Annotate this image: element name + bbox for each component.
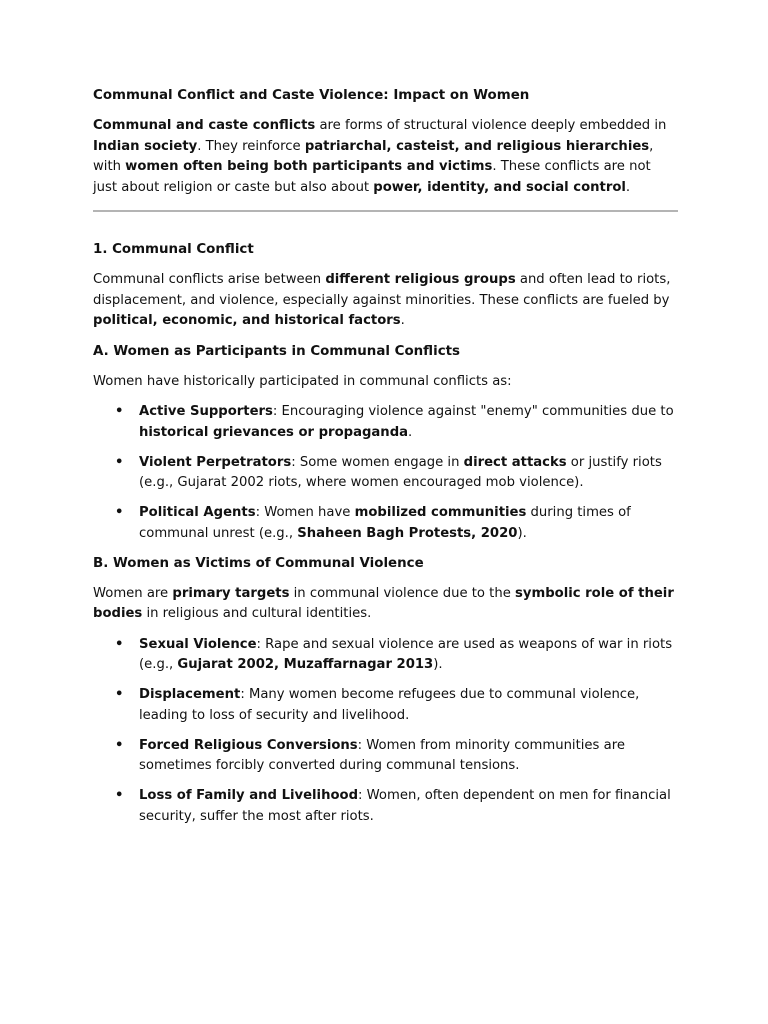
text-run: : Encouraging violence against "enemy" communities due to xyxy=(272,404,674,419)
bold-phrase: patriarchal, casteist, and religious hierarchies xyxy=(304,138,650,154)
text-run: in religious and cultural identities. xyxy=(142,606,372,621)
bold-phrase: Sexual Violence xyxy=(139,636,257,652)
text-run: . These conflicts are not just about religion or caste but also about xyxy=(93,159,651,195)
bold-phrase: primary targets xyxy=(172,585,290,601)
subsection-heading-women-victims: B. Women as Victims of Communal Violence xyxy=(93,555,424,571)
bold-phrase: power, identity, and social control xyxy=(373,179,626,195)
text-run: during times of communal unrest (e.g., xyxy=(139,505,631,541)
bold-phrase: mobilized communities xyxy=(354,505,527,520)
bold-phrase: historical grievances or propaganda xyxy=(139,424,409,440)
text-run: ). xyxy=(433,657,443,672)
text-run: . xyxy=(408,424,413,440)
text-run: : Women have xyxy=(255,505,355,520)
text-run: , with xyxy=(93,138,654,174)
document-content xyxy=(93,86,678,837)
bold-phrase: symbolic role of their bodies xyxy=(93,585,674,621)
text-run: are forms of structural violence deeply embedded in xyxy=(315,118,667,133)
text-run: or justify riots (e.g., Gujarat 2002 riots, where women encouraged mob violence). xyxy=(139,454,662,490)
bold-phrase: Political Agents xyxy=(139,505,256,520)
text-run: : Some women engage in xyxy=(291,454,464,470)
bullet-violent-perpetrators xyxy=(93,453,678,494)
bold-phrase: Gujarat 2002, Muzaffarnagar 2013 xyxy=(177,657,434,672)
text-run: ). xyxy=(517,525,527,541)
text-run: . They reinforce xyxy=(197,138,305,154)
text-run: Women are xyxy=(93,585,173,601)
bold-phrase: Forced Religious Conversions xyxy=(139,737,358,753)
text-run: in communal violence due to the xyxy=(289,585,516,601)
document-title: Communal Conflict and Caste Violence: Impact on Women xyxy=(93,88,530,103)
text-run: : Many women become refugees due to communal violence, leading to loss of security and livelihood. xyxy=(139,687,640,723)
bold-phrase: Indian society xyxy=(93,138,198,154)
bold-phrase: Active Supporters xyxy=(139,404,273,419)
text-run: : Women from minority communities are sometimes forcibly converted during communal tensions. xyxy=(139,737,625,773)
text-run: . xyxy=(400,313,405,328)
text-run: Communal conflicts arise between xyxy=(93,272,326,287)
bullet-sexual-violence xyxy=(93,635,678,676)
bullet-forced-conversions xyxy=(93,736,678,777)
text-run: and often lead to riots, displacement, and violence, especially against minorities. These conflicts are fueled by xyxy=(93,272,671,308)
victims-intro-paragraph xyxy=(93,584,678,625)
section-divider xyxy=(93,210,678,212)
bold-phrase: different religious groups xyxy=(325,272,516,287)
bold-phrase: direct attacks xyxy=(463,454,567,470)
victims-bullet-list xyxy=(93,635,678,828)
bold-phrase: Communal and caste conflicts xyxy=(93,118,316,133)
bullet-displacement xyxy=(93,685,678,726)
bullet-active-supporters xyxy=(93,402,678,443)
text-run: : Rape and sexual violence are used as weapons of war in riots (e.g., xyxy=(139,636,673,672)
section-heading-communal-conflict: 1. Communal Conflict xyxy=(93,242,254,257)
communal-conflict-paragraph xyxy=(93,270,678,332)
bold-phrase: Displacement xyxy=(139,687,241,702)
bullet-loss-of-family xyxy=(93,786,678,827)
bold-phrase: political, economic, and historical factors xyxy=(93,313,401,328)
intro-paragraph xyxy=(93,116,678,198)
text-run: Women have historically participated in communal conflicts as: xyxy=(93,373,512,389)
participants-intro-paragraph xyxy=(93,372,678,393)
subsection-heading-women-participants: A. Women as Participants in Communal Conflicts xyxy=(93,343,461,359)
bold-phrase: Loss of Family and Livelihood xyxy=(139,788,359,803)
bold-phrase: women often being both participants and victims xyxy=(125,159,493,174)
bullet-political-agents xyxy=(93,503,678,544)
bold-phrase: Violent Perpetrators xyxy=(139,454,292,470)
text-run: . xyxy=(625,179,631,195)
bold-phrase: Shaheen Bagh Protests, 2020 xyxy=(297,525,518,541)
participants-bullet-list xyxy=(93,402,678,544)
text-run: : Women, often dependent on men for financial security, suffer the most after riots. xyxy=(139,788,671,824)
